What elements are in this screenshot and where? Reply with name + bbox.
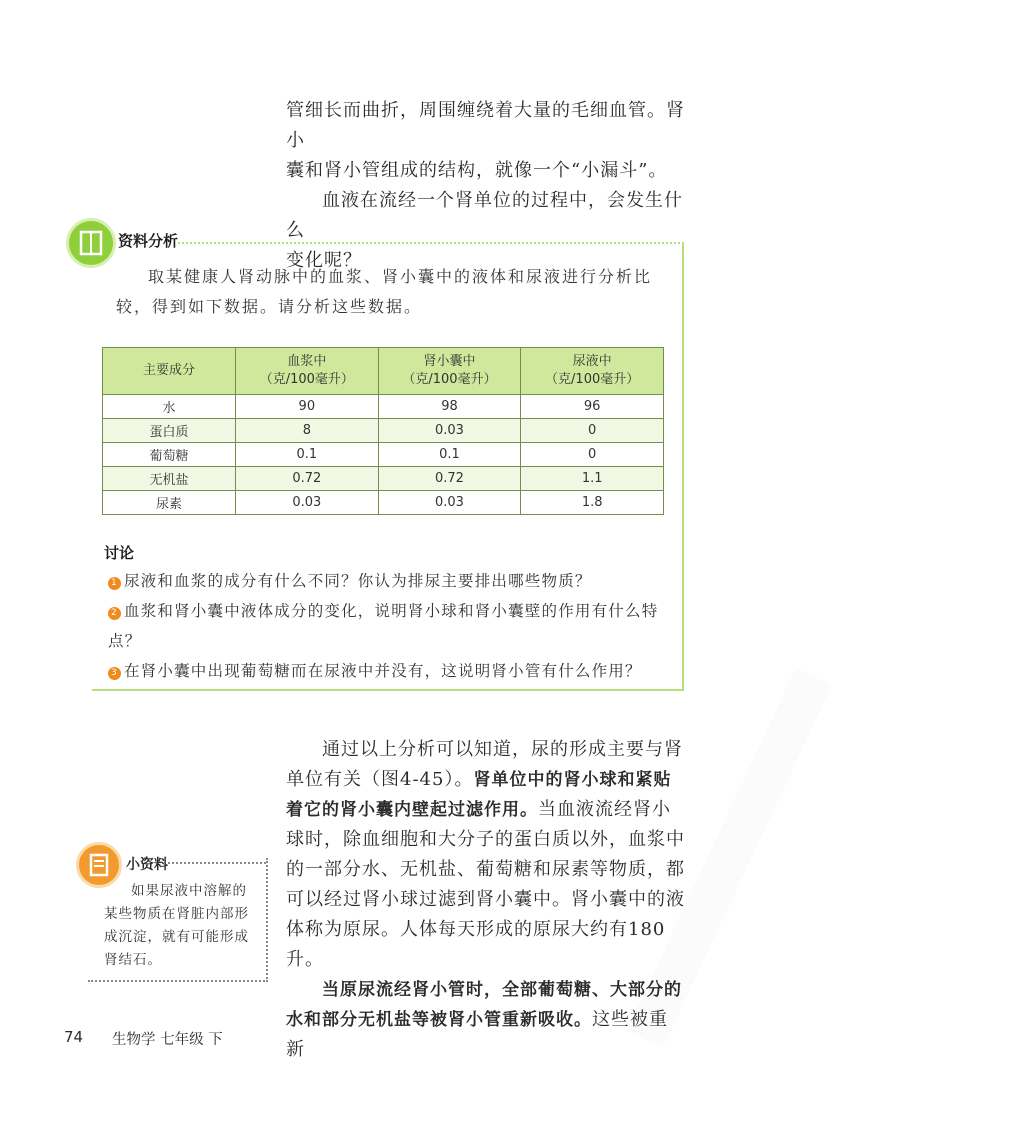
number-badge: 2 <box>108 607 121 620</box>
column-header-label: 主要成分 <box>142 363 195 378</box>
table-row <box>103 467 664 491</box>
body-text-block <box>286 735 686 1060</box>
table-cell: 1.8 <box>521 491 664 515</box>
column-header <box>378 348 521 395</box>
paragraph <box>286 735 686 975</box>
emphasis-text: 肾单位中的肾小球和紧贴着它的肾小囊内壁起过滤作用。 <box>286 770 672 820</box>
table-row <box>103 491 664 515</box>
table-cell: 0.03 <box>236 491 379 515</box>
table-cell: 8 <box>236 419 379 443</box>
column-header-unit: （克/100毫升） <box>259 372 354 387</box>
table-cell: 0.72 <box>236 467 379 491</box>
column-header-label: 尿液中 <box>572 354 612 369</box>
discussion-title: 讨论 <box>104 544 135 562</box>
table-header-row <box>103 348 664 395</box>
table-cell: 0 <box>521 419 664 443</box>
analysis-intro: 取某健康人肾动脉中的血浆、肾小囊中的液体和尿液进行分析比较，得到如下数据。请分析这些数据。 <box>116 267 653 316</box>
column-header <box>236 348 379 395</box>
table-cell: 尿素 <box>103 491 236 515</box>
column-header-unit: （克/100毫升） <box>545 372 640 387</box>
book-title: 生物学 七年级 下 <box>112 1032 223 1048</box>
paragraph-text: 通过以上分析可以知道，尿的形成主要与肾单位有关（图4-45）。 <box>286 739 683 790</box>
table-cell: 1.1 <box>521 467 664 491</box>
table-row <box>103 395 664 419</box>
book-icon <box>66 218 116 268</box>
column-header <box>103 348 236 395</box>
table-cell: 0.03 <box>378 491 521 515</box>
table-cell: 0.72 <box>378 467 521 491</box>
question-text: 尿液和血浆的成分有什么不同？你认为排尿主要排出哪些物质？ <box>124 572 592 590</box>
table-cell: 0.1 <box>378 443 521 467</box>
table-cell: 蛋白质 <box>103 419 236 443</box>
section-title: 资料分析 <box>118 232 179 250</box>
table-cell: 无机盐 <box>103 467 236 491</box>
column-header-label: 血浆中 <box>287 354 327 369</box>
column-header-unit: （克/100毫升） <box>402 372 497 387</box>
paragraph-text: 这些被重新 <box>286 1009 668 1060</box>
paragraph-line: 变化呢？ <box>286 250 362 271</box>
page-number: 74 <box>64 1028 84 1046</box>
info-text: 如果尿液中溶解的某些物质在肾脏内部形成沉淀，就有可能形成肾结石。 <box>104 883 249 968</box>
table-cell: 0 <box>521 443 664 467</box>
emphasis-text: 当原尿流经肾小管时，全部葡萄糖、大部分的水和部分无机盐等被肾小管重新吸收。 <box>286 980 682 1030</box>
paragraph-line: 囊和肾小管组成的结构，就像一个“小漏斗”。 <box>286 160 668 181</box>
divider <box>168 862 266 864</box>
paragraph-line: 血液在流经一个肾单位的过程中，会发生什么 <box>286 190 683 241</box>
table-cell: 98 <box>378 395 521 419</box>
paragraph-text: 当血液流经肾小球时，除血细胞和大分子的蛋白质以外，血浆中的一部分水、无机盐、葡萄糖和尿素等物质，都可以经过肾小球过滤到肾小囊中。肾小囊中的液体称为原尿。人体每天形成的原尿大约有180升。 <box>286 799 685 970</box>
table-cell: 葡萄糖 <box>103 443 236 467</box>
info-title: 小资料 <box>126 857 168 873</box>
table-cell: 96 <box>521 395 664 419</box>
table-cell: 0.1 <box>236 443 379 467</box>
column-header-label: 肾小囊中 <box>423 354 476 369</box>
number-badge: 1 <box>108 577 121 590</box>
number-badge: 3 <box>108 667 121 680</box>
discussion-question <box>108 656 668 686</box>
question-text: 在肾小囊中出现葡萄糖而在尿液中并没有，这说明肾小管有什么作用？ <box>124 662 642 680</box>
discussion-question <box>108 566 668 596</box>
discussion-question <box>108 596 668 656</box>
divider <box>178 242 684 244</box>
column-header <box>521 348 664 395</box>
table-row <box>103 419 664 443</box>
data-table <box>102 347 664 515</box>
paragraph <box>286 975 686 1060</box>
question-text: 血浆和肾小囊中液体成分的变化，说明肾小球和肾小囊壁的作用有什么特点？ <box>108 602 659 650</box>
table-cell: 90 <box>236 395 379 419</box>
paragraph-line: 管细长而曲折，周围缠绕着大量的毛细血管。肾小 <box>286 100 685 151</box>
table-row <box>103 443 664 467</box>
table-cell: 水 <box>103 395 236 419</box>
table-cell: 0.03 <box>378 419 521 443</box>
